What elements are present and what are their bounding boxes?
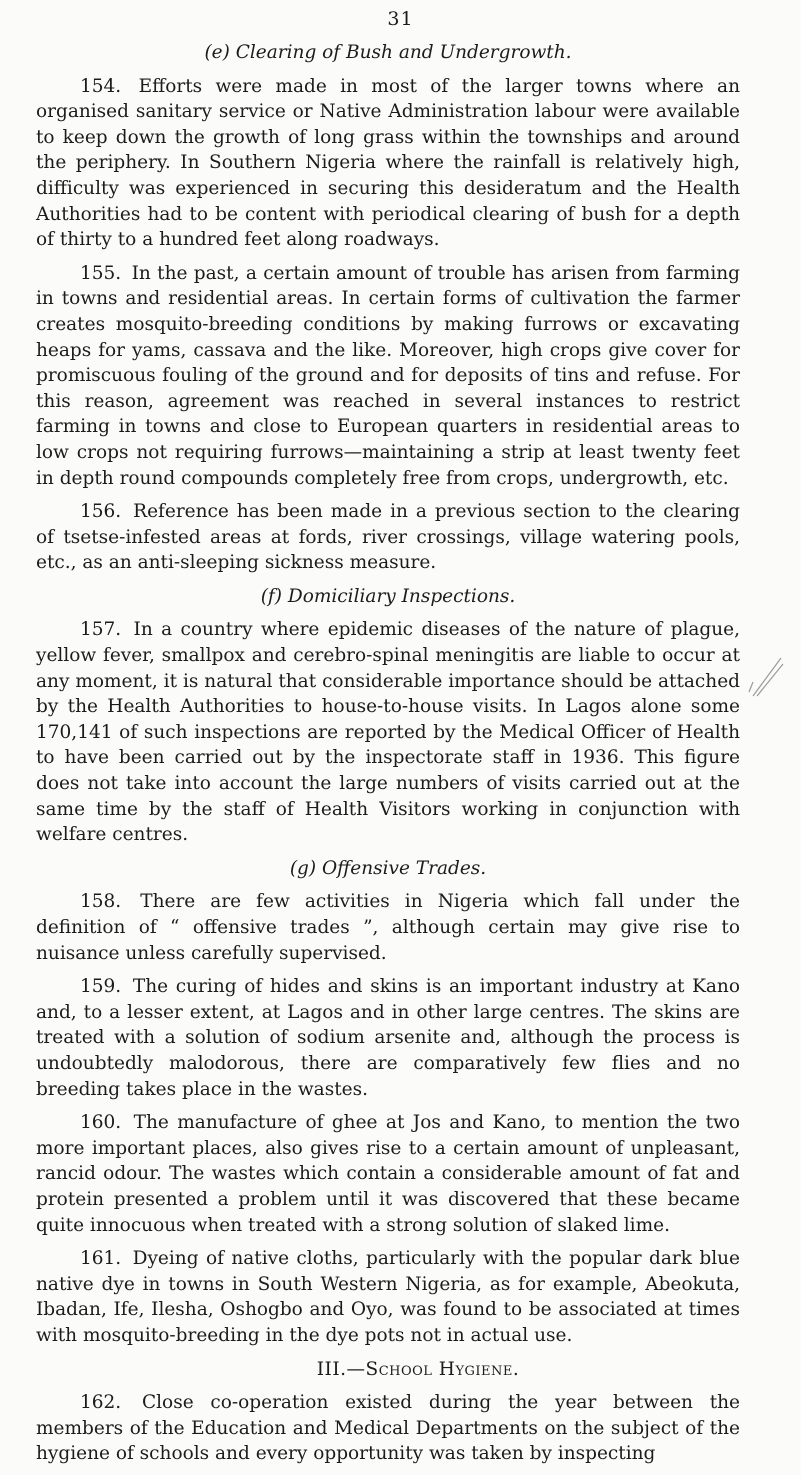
paragraph-text: There are few activities in Nigeria which fall under the definition of “ offensive trades ”, although certain may give rise to nuisance unless carefully supervised. [36,891,740,964]
section-heading-e: (e) Clearing of Bush and Undergrowth. [204,42,572,63]
page-number: 31 [387,8,414,30]
paragraph-number: 157. [80,619,122,641]
paragraph-text: In the past, a certain amount of trouble has arisen from farming in towns and residential areas. In certain forms of cultivation the farmer creates mosquito-breeding conditions by making furrows or excavating heaps for yams, cassava and the like. Moreover, high crops give cover for promiscuous fouling of the ground and for deposits of tins and refuse. For this reason, agreement was reached in several instances to restrict farming in towns and close to European quarters in residential areas to low crops not requiring furrows—maintaining a strip at least twenty feet in depth round compounds completely free from crops, undergrowth, etc. [36,262,740,489]
paragraph-number: 159. [80,976,122,998]
paragraph-154 [36,74,740,253]
paragraph-number: 158. [80,891,122,913]
section-heading-g: (g) Offensive Trades. [289,857,487,879]
paragraph-155 [36,261,740,491]
paragraph-158 [36,889,740,966]
section-title-school-hygiene: III.—School Hygiene. [316,1358,520,1380]
paragraph-text: Efforts were made in most of the larger towns where an organised sanitary service or Native Administration labour were available to keep down the growth of long grass within the townships and around the periphery. In Southern Nigeria where the rainfall is relatively high, difficulty was experienced in securing this desideratum and the Health Authorities had to be content with periodical clearing of bush for a depth of thirty to a hundred feet along roadways. [36,75,740,251]
paragraph-text: Dyeing of native cloths, particularly with the popular dark blue native dye in towns in South Western Nigeria, as for example, Abeokuta, Ibadan, Ife, Ilesha, Oshogbo and Oyo, was found to be associated at times with mosquito-breeding in the dye pots not in actual use. [36,1248,740,1346]
paragraph-number: 154. [80,75,122,97]
page-body [36,34,740,1475]
paragraph-number: 161. [80,1248,122,1270]
pencil-tick-mark-icon [745,652,785,698]
paragraph-number: 162. [80,1392,122,1414]
paragraph-161 [36,1246,740,1348]
paragraph-156 [36,499,740,576]
paragraph-number: 156. [80,501,122,523]
paragraph-number: 155. [80,262,122,284]
paragraph-text: Reference has been made in a previous section to the clearing of tsetse-infested areas at fords, river crossings, village watering pools, etc., as an anti-sleeping sickness measure. [36,501,740,574]
section-heading-f: (f) Domiciliary Inspections. [260,585,516,607]
paragraph-number: 160. [80,1112,122,1134]
paragraph-text: The curing of hides and skins is an important industry at Kano and, to a lesser extent, at Lagos and in other large centres. The skins are treated with a solution of sodium arsenite and, although the process is undoubtedly malodorous, there are comparatively few flies and no breeding takes place in the wastes. [36,976,740,1100]
paragraph-162 [36,1390,740,1467]
paragraph-text: In a country where epidemic diseases of the nature of plague, yellow fever, smallpox and cerebro-spinal meningitis are liable to occur at any moment, it is natural that considerable importance should be attached by the Health Authorities to house-to-house visits. In Lagos alone some 170,141 of such inspections are reported by the Medical Officer of Health to have been carried out by the inspectorate staff in 1936. This figure does not take into account the large numbers of visits carried out at the same time by the staff of Health Visitors working in conjunction with welfare centres. [36,619,740,846]
paragraph-text: Close co-operation existed during the year between the members of the Education and Medical Departments on the subject of the hygiene of schools and every opportunity was taken by inspecting [36,1392,740,1465]
paragraph-text: The manufacture of ghee at Jos and Kano, to mention the two more important places, also gives rise to a certain amount of unpleasant, rancid odour. The wastes which contain a considerable amount of fat and protein presented a problem until it was discovered that these became quite innocuous when treated with a strong solution of slaked lime. [36,1112,740,1236]
paragraph-160 [36,1110,740,1238]
paragraph-159 [36,974,740,1102]
paragraph-157 [36,617,740,847]
